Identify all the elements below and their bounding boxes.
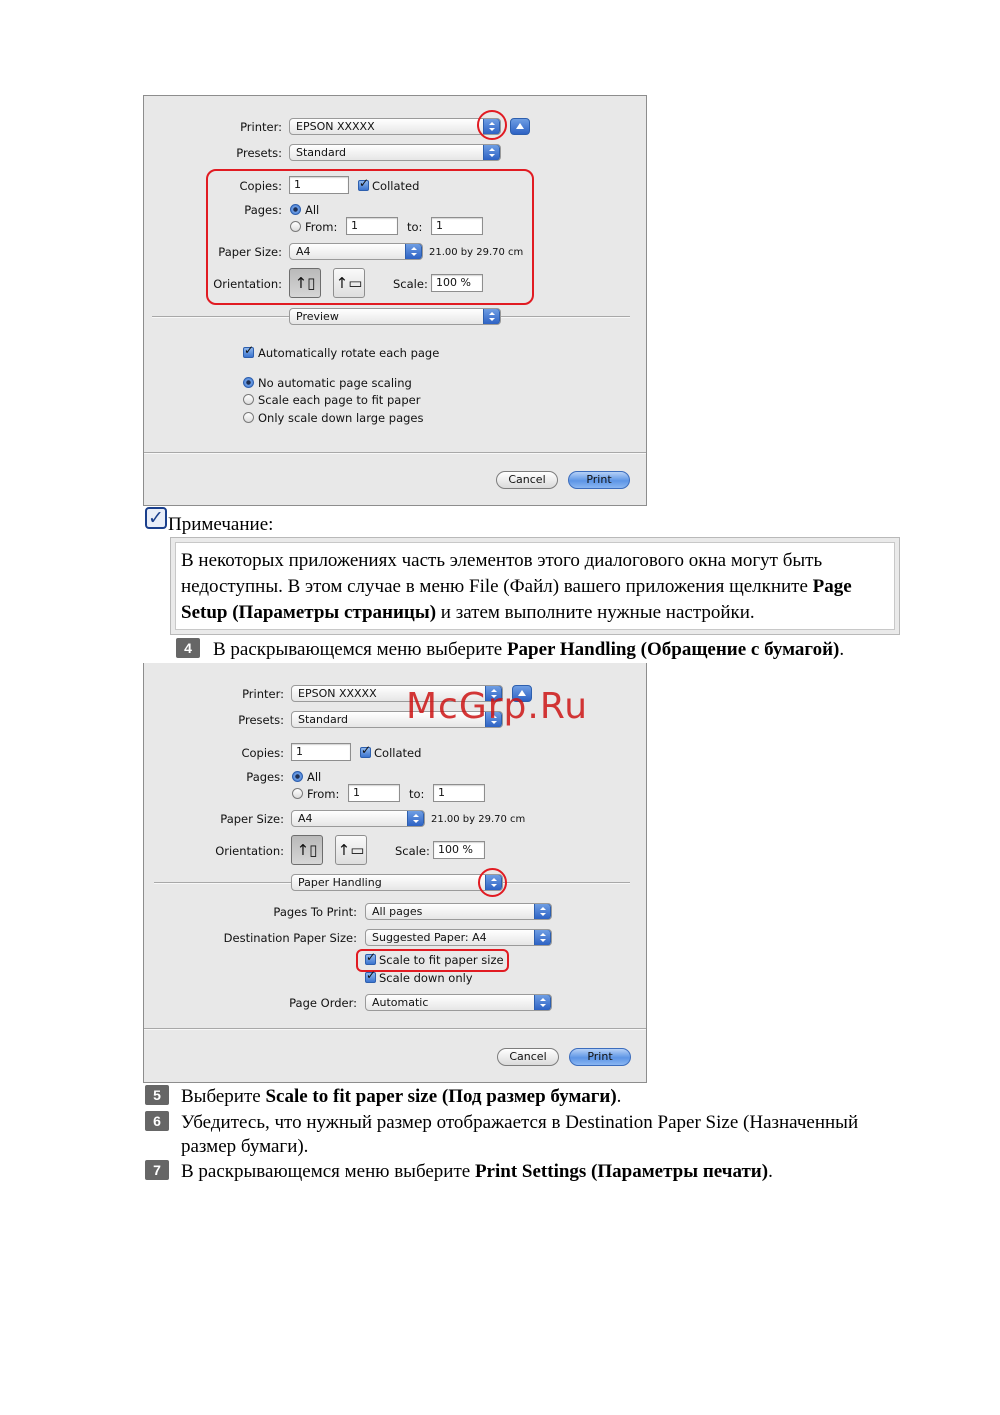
pages-all-label: All [305, 203, 320, 217]
to-field[interactable]: 1 [431, 217, 483, 235]
destination-paper-label: Destination Paper Size: [223, 931, 357, 945]
pages-to-print-value: All pages [372, 905, 423, 918]
step-5-text-end: . [616, 1086, 622, 1107]
highlight-circle [478, 868, 507, 897]
landscape-icon: ↑▭ [337, 841, 365, 859]
portrait-orientation-button[interactable] [289, 268, 321, 298]
step-4-text-bold: Paper Handling (Обращение с бумагой) [506, 639, 840, 660]
destination-paper-value: Suggested Paper: A4 [372, 931, 487, 944]
popup-stepper-icon [405, 243, 422, 260]
step-6-line-1: Убедитесь, что нужный размер отображается в Destination Paper Size (Назначенный [181, 1112, 859, 1133]
pages-from-radio[interactable] [290, 221, 301, 232]
popup-stepper-icon [483, 144, 500, 161]
section-value: Preview [296, 310, 339, 323]
from-field[interactable]: 1 [348, 784, 400, 802]
note-title: Примечание: [168, 514, 274, 535]
presets-label: Presets: [236, 146, 282, 160]
highlight-circle [477, 110, 507, 140]
note-line-3-bold: Setup (Параметры страницы) [181, 602, 437, 623]
to-label: to: [407, 220, 423, 234]
page-order-label: Page Order: [289, 996, 357, 1010]
paper-size-popup[interactable] [291, 810, 425, 827]
from-label: From: [307, 787, 340, 801]
paper-size-label: Paper Size: [218, 245, 282, 259]
portrait-orientation-button[interactable] [291, 835, 323, 865]
step-6-line-2: размер бумаги). [181, 1136, 309, 1157]
page-order-value: Automatic [372, 996, 429, 1009]
step-5-text [181, 1086, 621, 1108]
scale-field[interactable]: 100 % [431, 274, 483, 292]
paper-size-popup[interactable] [289, 243, 423, 260]
watermark: McGrp.Ru [406, 686, 589, 727]
step-number-4: 4 [176, 638, 200, 658]
popup-stepper-icon [534, 994, 551, 1011]
print-button[interactable]: Print [568, 471, 630, 489]
orientation-label: Orientation: [213, 277, 282, 291]
copies-field[interactable]: 1 [291, 743, 351, 761]
note-line-2 [181, 576, 852, 598]
printer-value: EPSON XXXXX [298, 687, 377, 700]
presets-value: Standard [296, 146, 347, 159]
popup-stepper-icon [534, 903, 551, 920]
landscape-orientation-button[interactable] [335, 835, 367, 865]
section-popup[interactable] [289, 308, 501, 325]
presets-value: Standard [298, 713, 349, 726]
copies-field[interactable]: 1 [289, 176, 349, 194]
presets-label: Presets: [238, 713, 284, 727]
pages-from-radio[interactable] [292, 788, 303, 799]
portrait-icon: ↑▯ [294, 274, 316, 292]
cancel-button[interactable]: Cancel [496, 471, 558, 489]
copies-label: Copies: [241, 746, 284, 760]
section-value: Paper Handling [298, 876, 382, 889]
scale-label: Scale: [395, 844, 430, 858]
scale-field[interactable]: 100 % [433, 841, 485, 859]
step-number-6: 6 [145, 1111, 169, 1131]
paper-size-label: Paper Size: [220, 812, 284, 826]
step-7-text-end: . [768, 1161, 773, 1182]
auto-rotate-label: Automatically rotate each page [258, 346, 440, 360]
note-line-3 [181, 602, 755, 624]
printer-label: Printer: [242, 687, 284, 701]
printer-label: Printer: [240, 120, 282, 134]
note-line-3-text: и затем выполните нужные настройки. [436, 602, 755, 623]
destination-paper-popup[interactable] [365, 929, 552, 946]
scaling-label-2: Scale each page to fit paper [258, 393, 421, 407]
note-line-2-text: недоступны. В этом случае в меню File (Файл) вашего приложения щелкните [181, 576, 813, 597]
scaling-label-1: No automatic page scaling [258, 376, 412, 390]
footer-separator [144, 1028, 646, 1030]
pages-label: Pages: [246, 770, 284, 784]
paper-dimensions: 21.00 by 29.70 cm [429, 247, 524, 258]
step-4-text-normal: В раскрывающемся меню выберите [213, 639, 507, 660]
footer-separator [144, 452, 646, 454]
note-check-icon: ✓ [145, 507, 167, 529]
step-number-5: 5 [145, 1085, 169, 1105]
step-5-text-bold: Scale to fit paper size (Под размер бумаги) [265, 1086, 617, 1107]
scaling-radio-3[interactable] [243, 412, 254, 423]
portrait-icon: ↑▯ [296, 841, 318, 859]
landscape-icon: ↑▭ [335, 274, 363, 292]
page-order-popup[interactable] [365, 994, 552, 1011]
step-4-text-end: . [839, 639, 845, 660]
pages-label: Pages: [244, 203, 282, 217]
collated-label: Collated [372, 179, 420, 193]
paper-size-value: A4 [298, 812, 313, 825]
popup-stepper-icon [407, 810, 424, 827]
scaling-radio-2[interactable] [243, 394, 254, 405]
step-7-text [181, 1161, 773, 1183]
pages-all-radio[interactable] [290, 204, 301, 215]
pages-to-print-popup[interactable] [365, 903, 552, 920]
popup-stepper-icon [534, 929, 551, 946]
to-field[interactable]: 1 [433, 784, 485, 802]
note-line-1: В некоторых приложениях часть элементов этого диалогового окна могут быть [181, 550, 823, 571]
cancel-button[interactable]: Cancel [497, 1048, 559, 1066]
note-line-2-bold: Page [812, 576, 852, 597]
pages-all-radio[interactable] [292, 771, 303, 782]
popup-stepper-icon [483, 308, 500, 325]
paper-dimensions: 21.00 by 29.70 cm [431, 814, 526, 825]
print-dialog-preview [143, 95, 647, 506]
printer-popup[interactable] [289, 118, 501, 135]
from-field[interactable]: 1 [346, 217, 398, 235]
printer-value: EPSON XXXXX [296, 120, 375, 133]
landscape-orientation-button[interactable] [333, 268, 365, 298]
step-5-text-normal: Выберите [181, 1086, 266, 1107]
collated-checkbox[interactable] [360, 747, 371, 758]
collated-label: Collated [374, 746, 422, 760]
scale-to-fit-label: Scale to fit paper size [379, 953, 504, 967]
print-button[interactable]: Print [569, 1048, 631, 1066]
pages-to-print-label: Pages To Print: [273, 905, 357, 919]
auto-rotate-checkbox[interactable] [243, 347, 254, 358]
section-popup[interactable] [291, 874, 503, 891]
presets-popup[interactable] [289, 144, 501, 161]
copies-label: Copies: [239, 179, 282, 193]
step-7-text-bold: Print Settings (Параметры печати) [474, 1161, 769, 1182]
collated-checkbox[interactable] [358, 180, 369, 191]
paper-size-value: A4 [296, 245, 311, 258]
to-label: to: [409, 787, 425, 801]
step-4-text [213, 639, 844, 661]
scale-label: Scale: [393, 277, 428, 291]
scale-to-fit-checkbox[interactable] [365, 954, 376, 965]
pages-all-label: All [307, 770, 322, 784]
orientation-label: Orientation: [215, 844, 284, 858]
step-number-7: 7 [145, 1160, 169, 1180]
scaling-label-3: Only scale down large pages [258, 411, 424, 425]
disclosure-triangle-icon[interactable] [510, 118, 530, 135]
scale-down-only-checkbox[interactable] [365, 972, 376, 983]
from-label: From: [305, 220, 338, 234]
scale-down-only-label: Scale down only [379, 971, 473, 985]
step-7-text-normal: В раскрывающемся меню выберите [181, 1161, 475, 1182]
scaling-radio-1[interactable] [243, 377, 254, 388]
